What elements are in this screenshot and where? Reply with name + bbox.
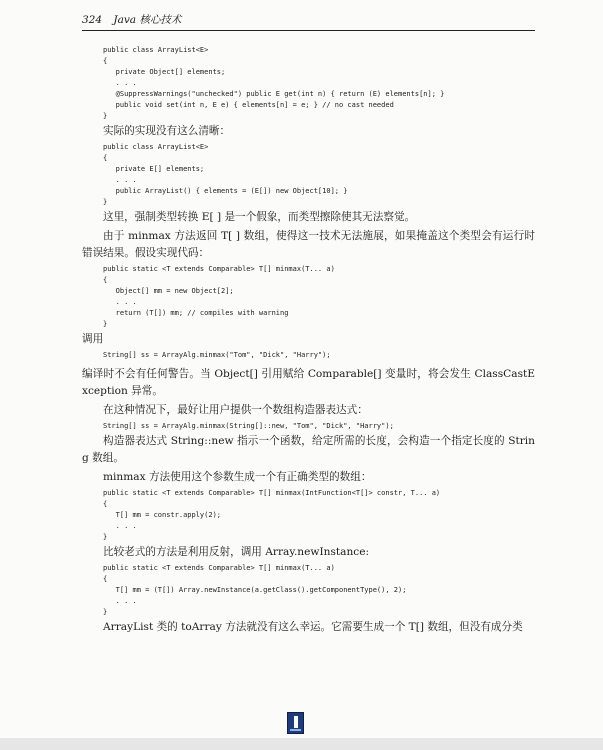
paragraph: 这里，强制类型转换 E[ ] 是一个假象，而类型擦除使其无法察觉。 — [103, 211, 416, 223]
running-header — [82, 12, 535, 31]
paragraph: 在这种情况下，最好让用户提供一个数组构造器表达式： — [103, 404, 368, 416]
book-title: Java 核心技术 — [113, 14, 182, 26]
paragraph: 比较老式的方法是利用反射，调用 Array.newInstance: — [103, 546, 370, 558]
paragraph: ArrayList 类的 toArray 方法就没有这么幸运。它需要生成一个 T[] 数组，但没有成分类 — [103, 621, 523, 633]
paragraph: 调用 — [82, 333, 104, 345]
code-block: public static <T extends Comparable> T[] minmax(IntFunction<T[]> constr, T... a) { T[] mm = constr.apply(2); . . . } — [103, 489, 441, 541]
code-block: public class ArrayList<E> { private Object[] elements; . . . @SuppressWarnings("unchecked") public E get(int n) { return (E) elements[n]; } public void set(int n, E e) { elements[n] = e; } // no cast needed } — [103, 46, 445, 120]
paragraph: minmax 方法使用这个参数生成一个有正确类型的数组： — [103, 471, 372, 483]
paragraph: 由于 minmax 方法返回 T[ ] 数组，使得这一技术无法施展，如果掩盖这个类型会有运行时错误结果。假设实现代码： — [82, 230, 535, 259]
code-block: public static <T extends Comparable> T[] minmax(T... a) { Object[] mm = new Object[2]; . . . return (T[]) mm; // compiles with warning } — [103, 265, 335, 328]
code-block: public class ArrayList<E> { private E[] elements; . . . public ArrayList() { elements = (E[]) new Object[10]; } } — [103, 143, 348, 206]
next-page-edge — [0, 738, 603, 750]
paragraph: 构造器表达式 String::new 指示一个函数，给定所需的长度，会构造一个指定长度的 String 数组。 — [82, 435, 535, 464]
code-block: String[] ss = ArrayAlg.minmax(String[]::new, "Tom", "Dick", "Harry"); — [103, 422, 394, 430]
page-body — [82, 45, 535, 638]
paragraph: 实际的实现没有这么清晰： — [103, 125, 231, 137]
page-number: 324 — [82, 14, 103, 26]
code-block: String[] ss = ArrayAlg.minmax("Tom", "Dick", "Harry"); — [103, 351, 331, 359]
code-block: public static <T extends Comparable> T[] minmax(T... a) { T[] mm = (T[]) Array.newInstance(a.getClass().getComponentType(), 2); . . . } — [103, 564, 407, 616]
paragraph: 编译时不会有任何警告。当 Object[] 引用赋给 Comparable[] 变量时，将会发生 ClassCastException 异常。 — [82, 368, 535, 397]
publisher-logo-icon — [287, 712, 304, 734]
